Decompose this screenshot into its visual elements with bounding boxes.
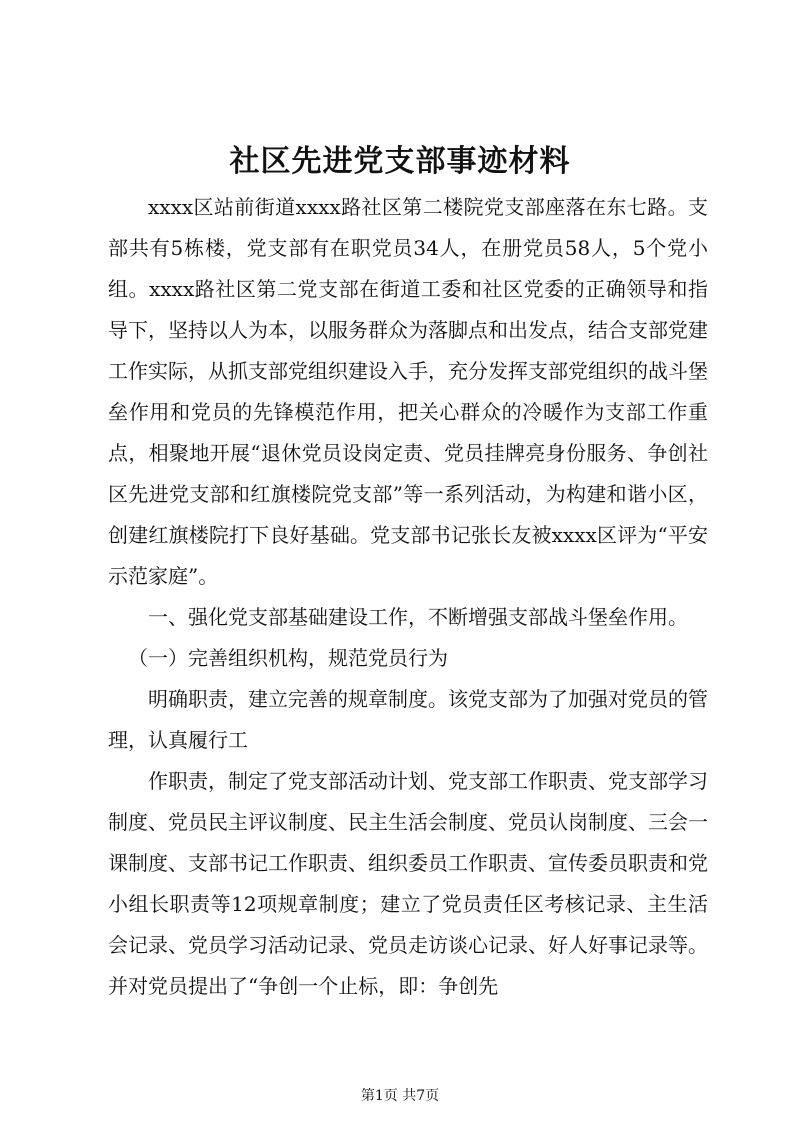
paragraph-responsibilities: 明确职责，建立完善的规章制度。该党支部为了加强对党员的管理，认真履行工: [108, 687, 708, 752]
paragraph-regulations: 作职责，制定了党支部活动计划、党支部工作职责、党支部学习制度、党员民主评议制度、民主生活会制度、党员认岗制度、三会一课制度、支部书记工作职责、组织委员工作职责、宣传委员职责和党小组长职责等12项规章制度；建立了党员责任区考核记录、主生活会记录、党员学习活动记录、党员走访谈心记录、好人好事记录等。并对党员提出了“争创一个止标，即：争创先: [108, 769, 708, 998]
paragraph-intro: xxxx区站前街道xxxx路社区第二楼院党支部座落在东七路。支部共有5栋楼，党支部有在职党员34人，在册党员58人，5个党小组。xxxx路社区第二党支部在街道工委和社区党委的正确领导和指导下，坚持以人为本，以服务群众为落脚点和出发点，结合支部党建工作实际，从抓支部党组织建设入手，充分发挥支部党组织的战斗堡垒作用和党员的先锋模范作用，把关心群众的冷暖作为支部工作重点，相聚地开展“退休党员设岗定责、党员挂牌亮身份服务、争创社区先进党支部和红旗楼院党支部”等一系列活动，为构建和谐小区，创建红旗楼院打下良好基础。党支部书记张长友被xxxx区评为“平安示范家庭”。: [108, 195, 708, 588]
page-number: 第1页 共7页: [360, 1088, 440, 1104]
section-heading: 一、强化党支部基础建设工作，不断增强支部战斗堡垒作用。: [148, 605, 688, 629]
document-title: 社区先进党支部事迹材料: [229, 144, 571, 179]
document-body: [108, 187, 708, 1007]
subsection-heading: （一）完善组织机构，规范党员行为: [128, 646, 448, 670]
